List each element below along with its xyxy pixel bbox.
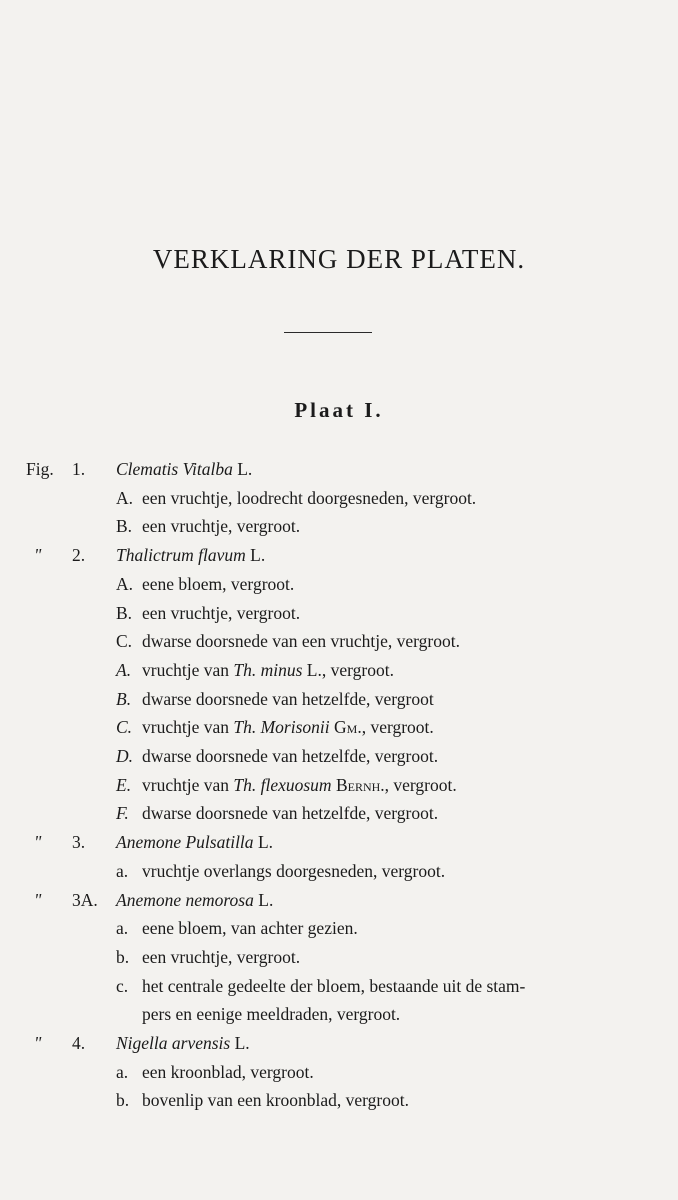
subfigure-label: a. bbox=[116, 860, 129, 881]
subfigure-label: A. bbox=[116, 487, 134, 508]
subfigure-entry bbox=[0, 857, 678, 886]
description-text: , vergroot. bbox=[361, 717, 434, 738]
subfigure-description bbox=[142, 713, 434, 742]
description-text: , vergroot. bbox=[321, 659, 394, 680]
description-text: vruchtje van bbox=[142, 717, 234, 738]
subfigure-entry bbox=[0, 656, 678, 685]
figure-prefix: " bbox=[34, 1033, 42, 1053]
subfigure-entry bbox=[0, 512, 678, 541]
description-text: , vergroot. bbox=[384, 774, 457, 795]
figure-number: 3A. bbox=[72, 889, 98, 910]
species-name: Thalictrum flavum bbox=[116, 545, 246, 566]
author-abbrev: L. bbox=[253, 889, 274, 910]
subfigure-label: B. bbox=[116, 688, 132, 709]
subfigure-label: A. bbox=[116, 659, 132, 680]
figure-prefix: Fig. bbox=[26, 459, 54, 479]
subfigure-description: een vruchtje, vergroot. bbox=[142, 602, 301, 623]
page-title: VERKLARING DER PLATEN. bbox=[152, 244, 526, 274]
subfigure-label: a. bbox=[116, 918, 129, 939]
figure-number: 1. bbox=[72, 459, 86, 479]
subfigure-label: E. bbox=[116, 774, 132, 795]
subfigure-entry bbox=[0, 742, 678, 771]
subfigure-label: c. bbox=[116, 975, 129, 996]
subfigure-description: dwarse doorsnede van een vruchtje, vergroot. bbox=[142, 631, 460, 652]
species-name: Th. Morisonii bbox=[233, 717, 330, 738]
author-abbrev: Bernh. bbox=[331, 774, 385, 795]
species-name: Th. flexuosum bbox=[233, 774, 332, 795]
author-abbrev: L. bbox=[253, 832, 274, 853]
subfigure-label: A. bbox=[116, 573, 134, 594]
figure-title bbox=[116, 1029, 250, 1058]
subfigure-description: het centrale gedeelte der bloem, bestaande uit de stam- bbox=[142, 975, 526, 996]
subfigure-description bbox=[142, 771, 457, 800]
figure-number: 4. bbox=[72, 1033, 86, 1053]
subfigure-label: D. bbox=[116, 746, 134, 766]
description-text: vruchtje van bbox=[142, 659, 234, 680]
species-name: Th. minus bbox=[233, 659, 303, 680]
species-name: Clematis Vitalba bbox=[116, 459, 233, 479]
figure-number: 2. bbox=[72, 545, 86, 566]
subfigure-description: dwarse doorsnede van hetzelfde, vergroot. bbox=[142, 746, 439, 766]
subfigure-description bbox=[142, 656, 394, 685]
figure-prefix: " bbox=[34, 545, 42, 566]
species-name: Anemone Pulsatilla bbox=[116, 832, 254, 853]
subfigure-description: een kroonblad, vergroot. bbox=[142, 1061, 314, 1082]
subfigure-entry bbox=[0, 599, 678, 628]
figure-entry bbox=[0, 541, 678, 570]
figure-entry bbox=[0, 828, 678, 857]
subfigure-entry bbox=[0, 771, 678, 800]
subfigure-description: een vruchtje, vergroot. bbox=[142, 516, 301, 537]
author-abbrev: L. bbox=[245, 545, 266, 566]
subfigure-entry bbox=[0, 972, 678, 1001]
subfigure-description: bovenlip van een kroonblad, vergroot. bbox=[142, 1090, 409, 1111]
figure-number: 3. bbox=[72, 832, 86, 853]
description-text: pers en eenige meeldraden, vergroot. bbox=[142, 1004, 401, 1025]
subfigure-label: b. bbox=[116, 946, 130, 967]
figure-entry bbox=[0, 886, 678, 915]
subfigure-label: B. bbox=[116, 516, 133, 537]
author-abbrev: L. bbox=[302, 659, 322, 680]
figure-title bbox=[116, 455, 252, 484]
figure-title bbox=[116, 541, 265, 570]
figure-prefix: " bbox=[34, 889, 42, 910]
figure-title bbox=[116, 828, 273, 857]
description-text: vruchtje van bbox=[142, 774, 234, 795]
subfigure-label: b. bbox=[116, 1090, 130, 1111]
subfigure-description: een vruchtje, vergroot. bbox=[142, 946, 301, 967]
subfigure-entry bbox=[0, 570, 678, 599]
subfigure-label: F. bbox=[116, 803, 129, 824]
figure-entry bbox=[0, 1029, 678, 1058]
subfigure-entry bbox=[0, 943, 678, 972]
continuation-line bbox=[0, 1000, 678, 1029]
subfigure-description: dwarse doorsnede van hetzelfde, vergroot bbox=[142, 688, 434, 709]
figure-entry bbox=[0, 455, 678, 484]
subfigure-entry bbox=[0, 914, 678, 943]
subfigure-entry bbox=[0, 484, 678, 513]
plate-heading: Plaat I. bbox=[294, 398, 384, 422]
subfigure-label: C. bbox=[116, 631, 133, 652]
figure-title bbox=[116, 886, 273, 915]
subfigure-label: a. bbox=[116, 1061, 129, 1082]
subfigure-entry bbox=[0, 799, 678, 828]
author-abbrev: Gm. bbox=[329, 717, 362, 738]
author-abbrev: L. bbox=[232, 459, 253, 479]
subfigure-entry bbox=[0, 713, 678, 742]
subfigure-label: C. bbox=[116, 717, 133, 738]
subfigure-entry bbox=[0, 685, 678, 714]
subfigure-description: dwarse doorsnede van hetzelfde, vergroot. bbox=[142, 803, 439, 824]
species-name: Anemone nemorosa bbox=[116, 889, 254, 910]
subfigure-entry bbox=[0, 627, 678, 656]
species-name: Nigella arvensis bbox=[116, 1033, 231, 1053]
subfigure-description: eene bloem, vergroot. bbox=[142, 573, 295, 594]
subfigure-label: B. bbox=[116, 602, 133, 623]
subfigure-entry bbox=[0, 1058, 678, 1087]
subfigure-description: eene bloem, van achter gezien. bbox=[142, 918, 358, 939]
subfigure-entry bbox=[0, 1086, 678, 1115]
author-abbrev: L. bbox=[230, 1033, 250, 1053]
subfigure-description: vruchtje overlangs doorgesneden, vergroot. bbox=[142, 860, 446, 881]
figure-prefix: " bbox=[34, 832, 42, 853]
subfigure-description: een vruchtje, loodrecht doorgesneden, vergroot. bbox=[142, 487, 477, 508]
